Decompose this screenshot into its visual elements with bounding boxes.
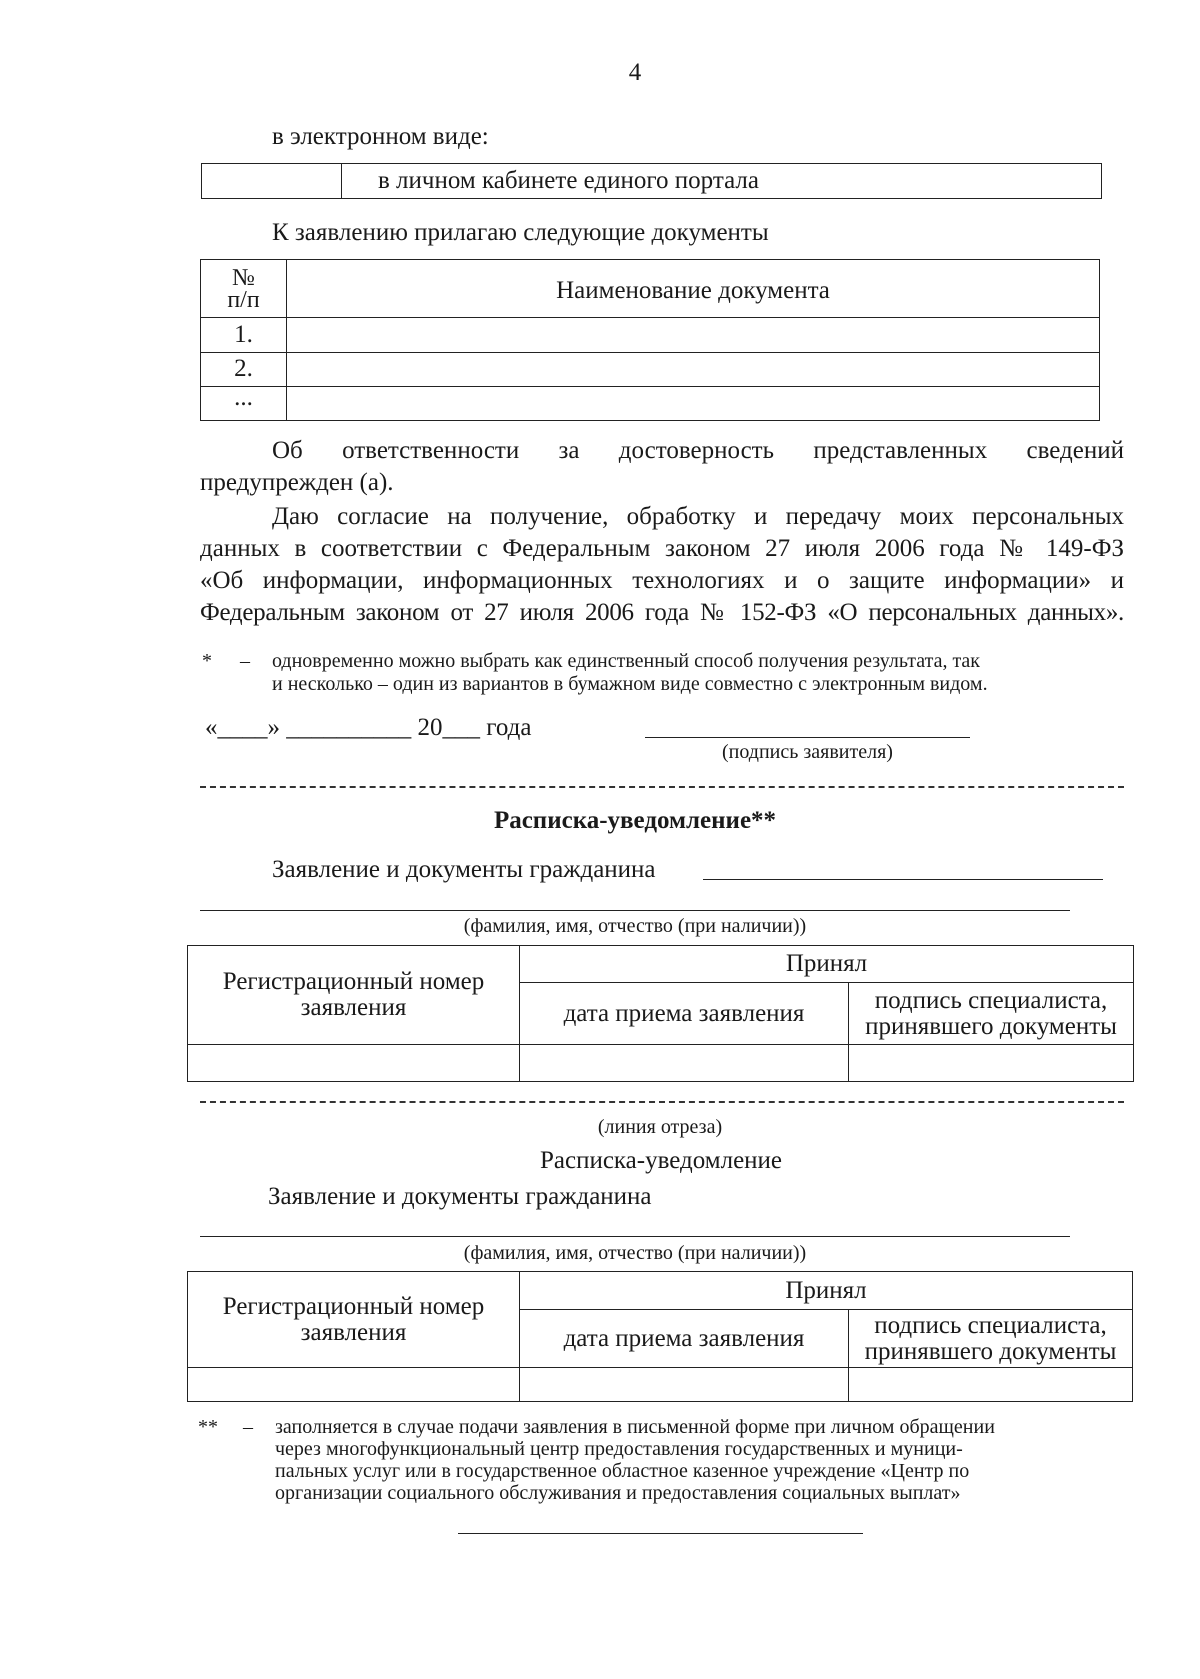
signature-underline bbox=[645, 737, 970, 738]
attachments-row-name[interactable] bbox=[287, 352, 1100, 386]
receipt-2-title: Расписка-уведомление bbox=[539, 1147, 783, 1174]
signature-caption: (подпись заявителя) bbox=[722, 741, 893, 763]
receipt-2-table bbox=[187, 1271, 1133, 1402]
electronic-label: в электронном виде: bbox=[272, 123, 489, 150]
attachments-table bbox=[200, 259, 1100, 421]
attachments-header-number-pp: п/п bbox=[227, 286, 260, 313]
electronic-option-label: в личном кабинете единого портала bbox=[342, 164, 1102, 199]
receipt-1-accepted-header: Принял bbox=[520, 946, 1134, 983]
attachments-row-number: ... bbox=[201, 386, 287, 420]
receipt-1-date-cell[interactable] bbox=[520, 1045, 849, 1082]
page-number: 4 bbox=[628, 59, 642, 86]
electronic-option-table bbox=[201, 163, 1102, 199]
receipt-2-date-cell[interactable] bbox=[520, 1368, 849, 1402]
responsibility-line-1: Об ответственности за достоверность представленных сведений bbox=[272, 437, 1124, 464]
consent-line-4: Федеральным законом от 27 июля 2006 года № 152-ФЗ «О персональных данных». bbox=[200, 599, 1124, 626]
receipt-2-sign-cell[interactable] bbox=[849, 1368, 1133, 1402]
cut-line-caption: (линия отреза) bbox=[597, 1116, 723, 1138]
attachments-header-name: Наименование документа bbox=[287, 260, 1100, 318]
attachments-header-number-sign: № bbox=[232, 264, 255, 291]
receipt-2-reg-number-cell[interactable] bbox=[188, 1368, 520, 1402]
receipt-1-fio-caption: (фамилия, имя, отчество (при наличии)) bbox=[463, 915, 807, 937]
receipt-2-accepted-header: Принял bbox=[520, 1272, 1133, 1310]
footnote-2-line-2: через многофункциональный центр предоставления государственных и муници- bbox=[275, 1438, 963, 1460]
attachments-header-number bbox=[201, 260, 287, 318]
footnote-2-mark: ** bbox=[198, 1416, 218, 1438]
receipt-2-date-header: дата приема заявления bbox=[520, 1310, 849, 1368]
receipt-1-date-header: дата приема заявления bbox=[520, 983, 849, 1045]
attachments-row-number: 2. bbox=[201, 352, 287, 386]
receipt-1-fio-underline bbox=[200, 910, 1070, 911]
receipt-2-fio-underline bbox=[200, 1236, 1070, 1237]
consent-line-2: данных в соответствии с Федеральным законом 27 июля 2006 года № 149-ФЗ bbox=[200, 535, 1124, 562]
receipt-2-reg-number-header: Регистрационный номер заявления bbox=[188, 1272, 520, 1368]
cut-line bbox=[200, 1101, 1124, 1103]
attachments-row-name[interactable] bbox=[287, 318, 1100, 352]
receipt-1-citizen-underline bbox=[703, 879, 1103, 880]
footnote-1-line-2: и несколько – один из вариантов в бумажном виде совместно с электронным видом. bbox=[272, 673, 988, 695]
dashed-separator-1 bbox=[200, 786, 1124, 788]
receipt-1-title: Расписка-уведомление** bbox=[493, 807, 777, 834]
date-line: «____» __________ 20___ года bbox=[205, 714, 532, 741]
footnote-2-line-3: пальных услуг или в государственное областное казенное учреждение «Центр по bbox=[275, 1460, 970, 1482]
receipt-1-table bbox=[187, 945, 1134, 1082]
consent-line-3: «Об информации, информационных технологиях и о защите информации» и bbox=[200, 567, 1124, 594]
footnote-1-dash: – bbox=[240, 650, 250, 672]
receipt-1-sign-header: подпись специалиста, принявшего документы bbox=[849, 983, 1134, 1045]
footnote-1-line-1: одновременно можно выбрать как единственный способ получения результата, так bbox=[272, 650, 981, 672]
footnote-2-dash: – bbox=[243, 1416, 253, 1438]
receipt-2-citizen-label: Заявление и документы гражданина bbox=[268, 1183, 652, 1210]
attachments-row-name[interactable] bbox=[287, 386, 1100, 420]
receipt-1-citizen-label: Заявление и документы гражданина bbox=[272, 856, 656, 883]
responsibility-line-2: предупрежден (а). bbox=[200, 469, 394, 496]
receipt-2-sign-header: подпись специалиста, принявшего документы bbox=[849, 1310, 1133, 1368]
receipt-1-sign-cell[interactable] bbox=[849, 1045, 1134, 1082]
footnote-2-line-4: организации социального обслуживания и предоставления социальных выплат» bbox=[275, 1482, 961, 1504]
attachments-row-number: 1. bbox=[201, 318, 287, 352]
receipt-1-reg-number-header: Регистрационный номер заявления bbox=[188, 946, 520, 1045]
receipt-1-reg-number-cell[interactable] bbox=[188, 1045, 520, 1082]
receipt-2-fio-caption: (фамилия, имя, отчество (при наличии)) bbox=[463, 1242, 807, 1264]
consent-line-1: Даю согласие на получение, обработку и передачу моих персональных bbox=[272, 503, 1124, 530]
footnote-1-mark: * bbox=[202, 650, 212, 672]
closing-rule bbox=[458, 1533, 863, 1534]
attachments-intro: К заявлению прилагаю следующие документы bbox=[272, 219, 769, 246]
footnote-2-line-1: заполняется в случае подачи заявления в письменной форме при личном обращении bbox=[275, 1416, 995, 1438]
electronic-option-checkbox[interactable] bbox=[202, 164, 342, 199]
